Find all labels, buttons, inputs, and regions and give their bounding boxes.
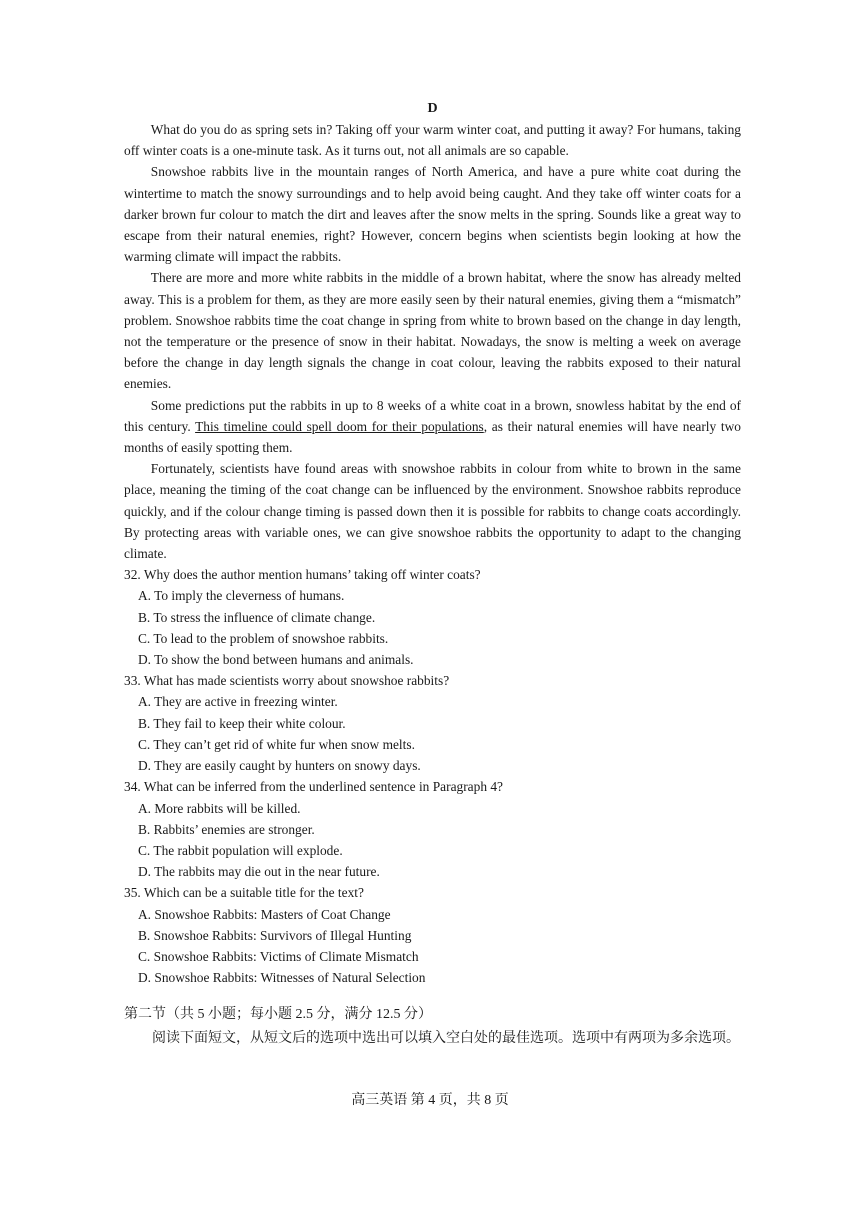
answer-option: B. They fail to keep their white colour.: [138, 715, 346, 731]
passage-paragraph-4: [124, 395, 741, 459]
answer-option: B. Rabbits’ enemies are stronger.: [138, 821, 315, 837]
answer-option: C. To lead to the problem of snowshoe rabbits.: [138, 630, 389, 646]
question-list: [124, 564, 741, 988]
section-heading: D: [427, 101, 438, 116]
answer-option: D. They are easily caught by hunters on snowy days.: [138, 758, 421, 774]
answer-option: C. They can’t get rid of white fur when snow melts.: [138, 736, 415, 752]
passage-paragraph-1: What do you do as spring sets in? Taking off your warm winter coat, and putting it away? For humans, taking off winter coats is a one-minute task. As it turns out, not all animals are so capable.: [124, 122, 741, 159]
answer-option: D. The rabbits may die out in the near future.: [138, 864, 380, 880]
passage-paragraph-3: There are more and more white rabbits in the middle of a brown habitat, where the snow has already melted away. This is a problem for them, as they are more easily seen by their natural enemies, giving them a “mismatch” problem. Snowshoe rabbits time the coat change in spring from white to brown based on the change in day length, not the temperature or the presence of snow in their habitat. Nowadays, the snow is melting a week on average before the change in day length signals the change in coat colour, leaving the rabbits exposed to their natural enemies.: [124, 270, 741, 392]
answer-option: C. The rabbit population will explode.: [138, 842, 343, 858]
answer-option: C. Snowshoe Rabbits: Victims of Climate Mismatch: [138, 948, 419, 964]
answer-option: A. Snowshoe Rabbits: Masters of Coat Change: [138, 906, 391, 922]
exam-page: [124, 98, 741, 1051]
question-33: [124, 670, 741, 776]
reading-passage: [124, 119, 741, 564]
answer-option: A. To imply the cleverness of humans.: [138, 588, 345, 604]
part-two-section: [124, 1003, 741, 1051]
answer-option: D. Snowshoe Rabbits: Witnesses of Natural Selection: [138, 970, 426, 986]
answer-option: B. To stress the influence of climate change.: [138, 609, 376, 625]
answer-option: D. To show the bond between humans and animals.: [138, 652, 414, 668]
question-stem: 35. Which can be a suitable title for the text?: [124, 885, 364, 901]
question-34: [124, 776, 741, 882]
part-two-instruction: 阅读下面短文，从短文后的选项中选出可以填入空白处的最佳选项。选项中有两项为多余选项。: [152, 1031, 740, 1047]
page-footer: 高三英语 第 4 页，共 8 页: [351, 1093, 509, 1108]
answer-option: B. Snowshoe Rabbits: Survivors of Illegal Hunting: [138, 927, 412, 943]
question-stem: 34. What can be inferred from the underlined sentence in Paragraph 4?: [124, 779, 503, 795]
part-two-title: 第二节（共 5 小题；每小题 2.5 分，满分 12.5 分）: [124, 1007, 432, 1023]
question-stem: 33. What has made scientists worry about snowshoe rabbits?: [124, 673, 450, 689]
passage-paragraph-5: Fortunately, scientists have found areas with snowshoe rabbits in colour from white to brown in the same place, meaning the timing of the coat change can be influenced by the environment. Snowshoe rabbits reproduce quickly, and if the colour change timing is passed down then it is possible for rabbits to change coats accordingly. By protecting areas with variable ones, we can give snowshoe rabbits the opportunity to adapt to the changing climate.: [124, 461, 741, 562]
answer-option: A. More rabbits will be killed.: [138, 800, 301, 816]
answer-option: A. They are active in freezing winter.: [138, 694, 338, 710]
paragraph-4-text-before: Some predictions put the rabbits in up to 8 weeks of a white coat in a brown, snowless habitat by the end of this century.: [124, 397, 741, 434]
passage-paragraph-2: Snowshoe rabbits live in the mountain ranges of North America, and have a pure white coat during the wintertime to match the snowy surroundings and to help avoid being caught. And they take off winter coats for a darker brown fur colour to match the dirt and leaves after the snow melts in the spring. Sounds like a great way to escape from their natural enemies, right? However, concern begins when scientists begin looking at how the warming climate will impact the rabbits.: [124, 164, 741, 265]
paragraph-4-text-after: , as their natural enemies will have nearly two months of easily spotting them.: [124, 418, 741, 456]
question-35: [124, 882, 741, 988]
underlined-sentence: This timeline could spell doom for their populations: [195, 418, 484, 434]
question-32: [124, 564, 741, 670]
question-stem: 32. Why does the author mention humans’ taking off winter coats?: [124, 567, 481, 583]
